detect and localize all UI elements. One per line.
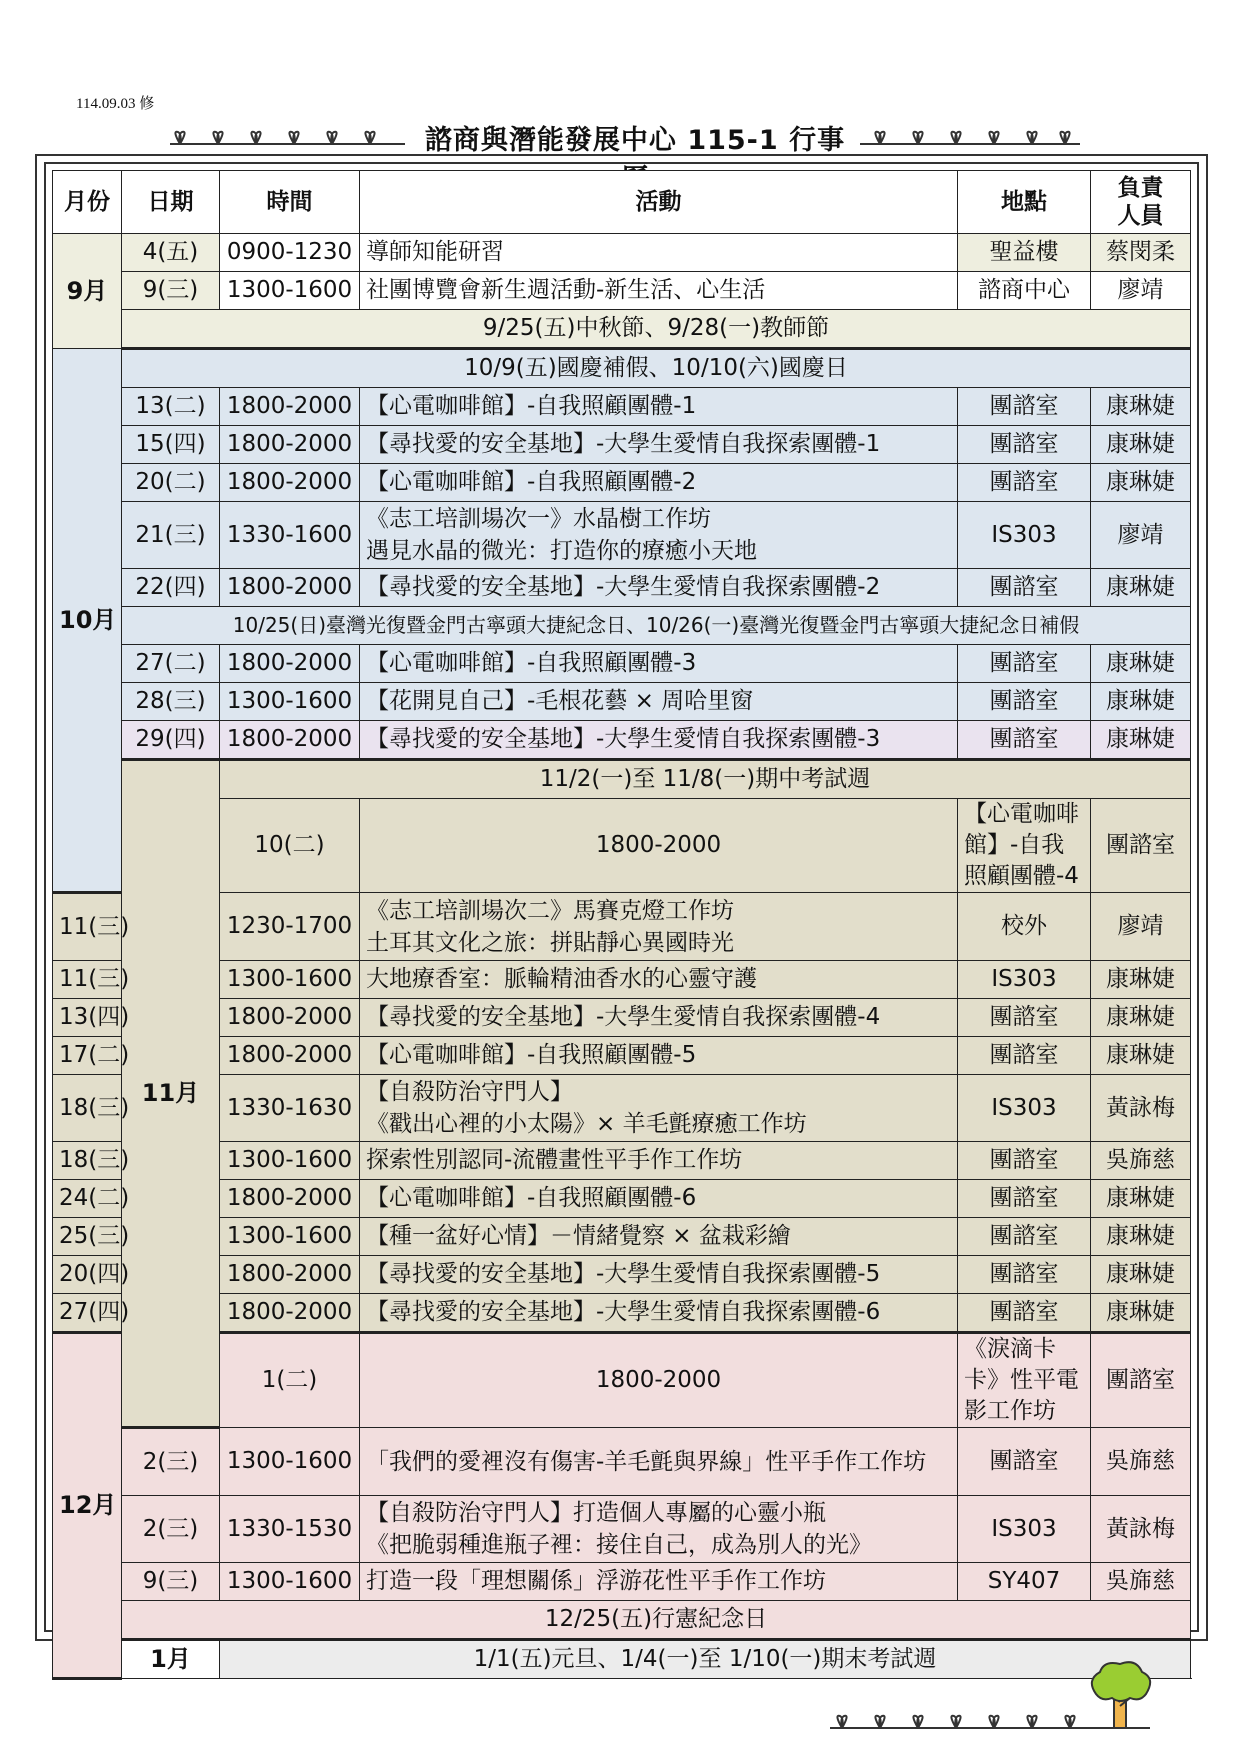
- staff-cell: 康琳婕: [1091, 569, 1191, 607]
- date-cell: 2(三): [122, 1496, 220, 1563]
- table-row: [53, 683, 1191, 721]
- date-cell: 9(三): [122, 272, 220, 310]
- location-cell: 團諮室: [958, 426, 1091, 464]
- activity-cell: 【自殺防治守門人】 《戳出心裡的小太陽》× 羊毛氈療癒工作坊: [360, 1075, 958, 1142]
- staff-cell: 康琳婕: [1091, 1256, 1191, 1294]
- time-cell: 1800-2000: [220, 1294, 360, 1333]
- month-cell: 9月: [53, 234, 122, 349]
- staff-cell: 康琳婕: [1091, 721, 1191, 760]
- staff-cell: 吳旆慈: [1091, 1428, 1191, 1496]
- activity-cell: 【尋找愛的安全基地】-大學生愛情自我探索團體-3: [360, 721, 958, 760]
- time-cell: 1330-1530: [220, 1496, 360, 1563]
- header-activity: 活動: [360, 171, 958, 234]
- activity-cell: 【花開見自己】-毛根花藝 × 周哈里窗: [360, 683, 958, 721]
- page-title: 諮商與潛能發展中心 115-1 行事: [424, 125, 846, 156]
- date-cell: 13(二): [122, 388, 220, 426]
- staff-cell: 康琳婕: [1091, 961, 1191, 999]
- table-row: [53, 1333, 1191, 1428]
- time-cell: 1300-1600: [220, 961, 360, 999]
- activity-cell: 【心電咖啡館】-自我照顧團體-5: [360, 1037, 958, 1075]
- location-cell: 團諮室: [958, 569, 1091, 607]
- staff-cell: 黃詠梅: [1091, 1075, 1191, 1142]
- location-cell: IS303: [958, 1075, 1091, 1142]
- header-staff: 負責 人員: [1091, 171, 1191, 234]
- time-cell: 1300-1600: [220, 1142, 360, 1180]
- activity-cell: 《淚滴卡卡》性平電影工作坊: [958, 1333, 1091, 1428]
- date-cell: 17(二): [53, 1037, 122, 1075]
- location-cell: 團諮室: [958, 1142, 1091, 1180]
- table-row: [53, 1075, 1191, 1142]
- table-row: [53, 799, 1191, 893]
- notice-row: [53, 349, 1191, 388]
- date-cell: 1(二): [220, 1333, 360, 1428]
- date-cell: 20(四): [53, 1256, 122, 1294]
- activity-cell: 【種一盆好心情】－情緒覺察 × 盆栽彩繪: [360, 1218, 958, 1256]
- activity-cell: 【心電咖啡館】-自我照顧團體-6: [360, 1180, 958, 1218]
- tree-icon: [830, 1662, 1170, 1734]
- time-cell: 1300-1600: [220, 1563, 360, 1601]
- location-cell: 團諮室: [958, 464, 1091, 502]
- notice-row: [53, 310, 1191, 349]
- header-time: 時間: [220, 171, 360, 234]
- date-cell: 22(四): [122, 569, 220, 607]
- holiday-notice: 9/25(五)中秋節、9/28(一)教師節: [122, 310, 1191, 349]
- time-cell: 1800-2000: [220, 1037, 360, 1075]
- activity-cell: 探索性別認同-流體畫性平手作工作坊: [360, 1142, 958, 1180]
- staff-cell: 吳旆慈: [1091, 1563, 1191, 1601]
- activity-cell: 【心電咖啡館】-自我照顧團體-1: [360, 388, 958, 426]
- activity-cell: 【尋找愛的安全基地】-大學生愛情自我探索團體-4: [360, 999, 958, 1037]
- header-month: 月份: [53, 171, 122, 234]
- holiday-notice: 10/25(日)臺灣光復暨金門古寧頭大捷紀念日、10/26(一)臺灣光復暨金門古寧頭大捷紀念日補假: [122, 607, 1191, 645]
- date-cell: 10(二): [220, 799, 360, 893]
- location-cell: IS303: [958, 502, 1091, 569]
- time-cell: 1230-1700: [220, 893, 360, 961]
- table-row: [53, 893, 1191, 961]
- location-cell: 團諮室: [958, 683, 1091, 721]
- time-cell: 1800-2000: [220, 388, 360, 426]
- location-cell: 團諮室: [958, 645, 1091, 683]
- date-cell: 24(二): [53, 1180, 122, 1218]
- table-row: [53, 502, 1191, 569]
- date-cell: 29(四): [122, 721, 220, 760]
- location-cell: 團諮室: [958, 1256, 1091, 1294]
- staff-cell: 廖靖: [1091, 272, 1191, 310]
- staff-cell: 康琳婕: [1091, 388, 1191, 426]
- time-cell: 1330-1630: [220, 1075, 360, 1142]
- table-row: [53, 1180, 1191, 1218]
- date-cell: 2(三): [122, 1428, 220, 1496]
- time-cell: 0900-1230: [220, 234, 360, 272]
- staff-cell: 康琳婕: [1091, 464, 1191, 502]
- activity-cell: 打造一段「理想關係」浮游花性平手作工作坊: [360, 1563, 958, 1601]
- table-row: [53, 569, 1191, 607]
- date-cell: 18(三): [53, 1142, 122, 1180]
- document-date: 114.09.03 修: [76, 96, 155, 112]
- date-cell: 28(三): [122, 683, 220, 721]
- staff-cell: 康琳婕: [1091, 1218, 1191, 1256]
- table-row: [53, 426, 1191, 464]
- time-cell: 1800-2000: [220, 645, 360, 683]
- location-cell: 諮商中心: [958, 272, 1091, 310]
- time-cell: 1800-2000: [220, 999, 360, 1037]
- header-date: 日期: [122, 171, 220, 234]
- location-cell: 聖益樓: [958, 234, 1091, 272]
- notice-row: [53, 607, 1191, 645]
- exam-notice: 11/2(一)至 11/8(一)期中考試週: [220, 760, 1191, 799]
- location-cell: 團諮室: [958, 1294, 1091, 1333]
- time-cell: 1800-2000: [220, 464, 360, 502]
- holiday-notice: 1/1(五)元旦、1/4(一)至 1/10(一)期末考試週: [220, 1640, 1191, 1679]
- staff-cell: 廖靖: [1091, 893, 1191, 961]
- staff-cell: 康琳婕: [1091, 683, 1191, 721]
- time-cell: 1800-2000: [360, 1333, 958, 1428]
- time-cell: 1800-2000: [220, 1256, 360, 1294]
- date-cell: 27(二): [122, 645, 220, 683]
- activity-cell: 《志工培訓場次二》馬賽克燈工作坊 土耳其文化之旅：拼貼靜心異國時光: [360, 893, 958, 961]
- time-cell: 1330-1600: [220, 502, 360, 569]
- activity-cell: 導師知能研習: [360, 234, 958, 272]
- table-row: [53, 1037, 1191, 1075]
- header-row: [53, 171, 1191, 234]
- table-row: [53, 1218, 1191, 1256]
- activity-cell: 《志工培訓場次一》水晶樹工作坊 遇見水晶的微光：打造你的療癒小天地: [360, 502, 958, 569]
- activity-cell: 大地療香室：脈輪精油香水的心靈守護: [360, 961, 958, 999]
- location-cell: 團諮室: [958, 1037, 1091, 1075]
- notice-row: [53, 1601, 1191, 1640]
- staff-cell: 康琳婕: [1091, 999, 1191, 1037]
- location-cell: IS303: [958, 961, 1091, 999]
- sprout-border-icon: [170, 124, 405, 150]
- month-cell: 11月: [122, 760, 220, 1428]
- date-cell: 21(三): [122, 502, 220, 569]
- staff-cell: 康琳婕: [1091, 645, 1191, 683]
- table-row: [53, 999, 1191, 1037]
- time-cell: 1800-2000: [220, 426, 360, 464]
- table-row: [53, 272, 1191, 310]
- table-row: [53, 1142, 1191, 1180]
- activity-cell: 【自殺防治守門人】打造個人專屬的心靈小瓶 《把脆弱種進瓶子裡：接住自己，成為別人的光》: [360, 1496, 958, 1563]
- time-cell: 1800-2000: [220, 1180, 360, 1218]
- staff-cell: 吳旆慈: [1091, 1142, 1191, 1180]
- staff-cell: 康琳婕: [1091, 1294, 1191, 1333]
- activity-cell: 【心電咖啡館】-自我照顧團體-3: [360, 645, 958, 683]
- month-cell: 12月: [53, 1333, 122, 1679]
- location-cell: 團諮室: [958, 1428, 1091, 1496]
- table-row: [53, 388, 1191, 426]
- date-cell: 27(四): [53, 1294, 122, 1333]
- table-row: [53, 1496, 1191, 1563]
- date-cell: 25(三): [53, 1218, 122, 1256]
- activity-cell: 「我們的愛裡沒有傷害-羊毛氈與界線」性平手作工作坊: [360, 1428, 958, 1496]
- location-cell: 團諮室: [1091, 799, 1191, 893]
- activity-cell: 【心電咖啡館】-自我照顧團體-2: [360, 464, 958, 502]
- holiday-notice: 10/9(五)國慶補假、10/10(六)國慶日: [122, 349, 1191, 388]
- staff-cell: 康琳婕: [1091, 426, 1191, 464]
- activity-cell: 【尋找愛的安全基地】-大學生愛情自我探索團體-6: [360, 1294, 958, 1333]
- location-cell: 團諮室: [958, 999, 1091, 1037]
- location-cell: 團諮室: [958, 388, 1091, 426]
- activity-cell: 【尋找愛的安全基地】-大學生愛情自我探索團體-2: [360, 569, 958, 607]
- activity-cell: 社團博覽會新生週活動-新生活、心生活: [360, 272, 958, 310]
- time-cell: 1800-2000: [220, 721, 360, 760]
- table-row: [53, 1428, 1191, 1496]
- time-cell: 1300-1600: [220, 272, 360, 310]
- staff-cell: 蔡閔柔: [1091, 234, 1191, 272]
- date-cell: 20(二): [122, 464, 220, 502]
- table-row: [53, 1256, 1191, 1294]
- table-row: [53, 464, 1191, 502]
- staff-cell: 黃詠梅: [1091, 1496, 1191, 1563]
- activity-cell: 【尋找愛的安全基地】-大學生愛情自我探索團體-1: [360, 426, 958, 464]
- location-cell: 團諮室: [958, 721, 1091, 760]
- date-cell: 11(三): [53, 893, 122, 961]
- time-cell: 1800-2000: [360, 799, 958, 893]
- date-cell: 15(四): [122, 426, 220, 464]
- month-cell: 10月: [53, 349, 122, 893]
- table-row: [53, 234, 1191, 272]
- notice-row: [53, 760, 1191, 799]
- table-row: [53, 645, 1191, 683]
- date-cell: 4(五): [122, 234, 220, 272]
- header-location: 地點: [958, 171, 1091, 234]
- date-cell: 13(四): [53, 999, 122, 1037]
- location-cell: SY407: [958, 1563, 1091, 1601]
- title-row: [160, 116, 1080, 156]
- date-cell: 18(三): [53, 1075, 122, 1142]
- table-row: [53, 961, 1191, 999]
- time-cell: 1800-2000: [220, 569, 360, 607]
- location-cell: 團諮室: [958, 1180, 1091, 1218]
- holiday-notice: 12/25(五)行憲紀念日: [122, 1601, 1191, 1640]
- location-cell: 團諮室: [1091, 1333, 1191, 1428]
- staff-cell: 康琳婕: [1091, 1037, 1191, 1075]
- activity-cell: 【心電咖啡館】-自我照顧團體-4: [958, 799, 1091, 893]
- location-cell: 校外: [958, 893, 1091, 961]
- time-cell: 1300-1600: [220, 1428, 360, 1496]
- time-cell: 1300-1600: [220, 683, 360, 721]
- staff-cell: 廖靖: [1091, 502, 1191, 569]
- activity-cell: 【尋找愛的安全基地】-大學生愛情自我探索團體-5: [360, 1256, 958, 1294]
- time-cell: 1300-1600: [220, 1218, 360, 1256]
- calendar-table: [52, 170, 1191, 1680]
- month-cell: 1月: [122, 1640, 220, 1679]
- staff-cell: 康琳婕: [1091, 1180, 1191, 1218]
- location-cell: 團諮室: [958, 1218, 1091, 1256]
- location-cell: IS303: [958, 1496, 1091, 1563]
- table-row: [53, 721, 1191, 760]
- sprout-border-icon: [860, 124, 1080, 150]
- date-cell: 11(三): [53, 961, 122, 999]
- table-row: [53, 1563, 1191, 1601]
- date-cell: 9(三): [122, 1563, 220, 1601]
- table-row: [53, 1294, 1191, 1333]
